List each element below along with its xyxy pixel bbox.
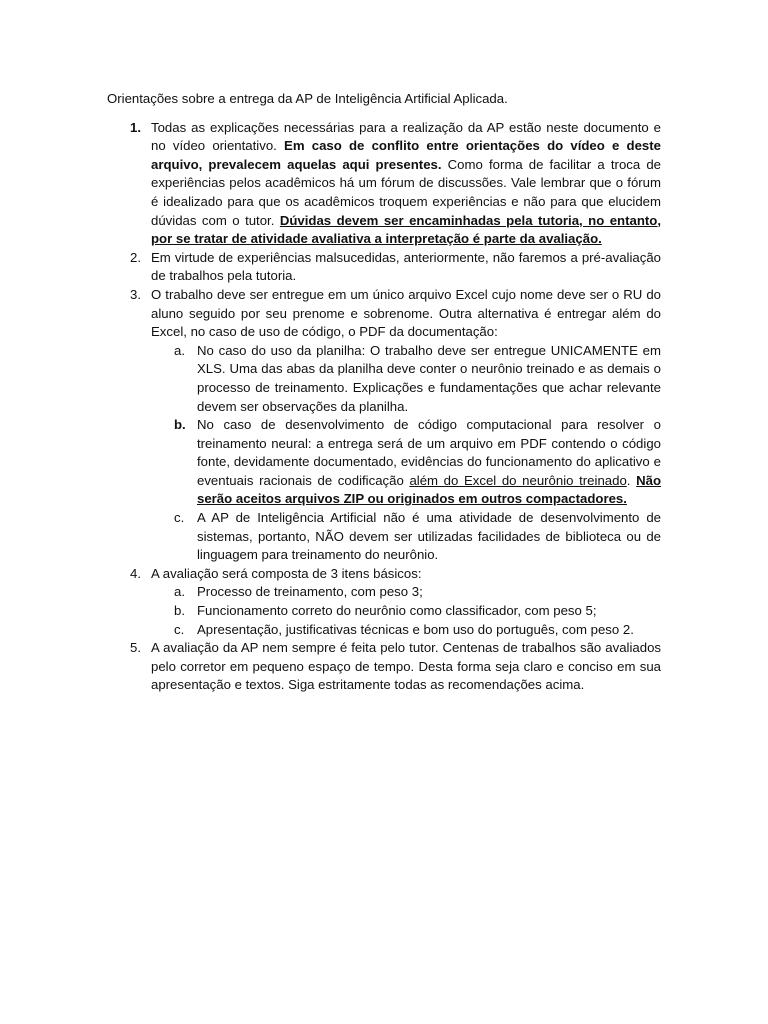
sub-item-text: . — [626, 472, 637, 488]
item-text: Em virtude de experiências malsucedidas, anteriormente, não faremos a pré-avaliação de trabalhos pela tutoria. — [151, 249, 661, 284]
item-text: A avaliação será composta de 3 itens básicos: — [151, 565, 422, 581]
document-page — [107, 90, 661, 695]
document-title: Orientações sobre a entrega da AP de Inteligência Artificial Aplicada. — [107, 91, 508, 106]
item-number: 3. — [130, 286, 141, 302]
sub-item-letter: b. — [174, 603, 185, 619]
sub-item-4c — [107, 621, 661, 640]
item-number: 5. — [130, 640, 141, 656]
list-item-4 — [107, 565, 661, 584]
sub-item-4b — [107, 602, 661, 621]
list-item-1 — [107, 119, 661, 249]
item-number: 1. — [130, 119, 141, 135]
sub-item-letter: b. — [174, 417, 186, 433]
sub-item-letter: a. — [174, 584, 185, 600]
sub-item-text: No caso de desenvolvimento de código computacional para resolver o treinamento neural: a entrega será de um arquivo em PDF contendo o código fonte, devidamente documentado, evidências do funcionamento do aplicativo e eventuais racionais de codificação — [197, 417, 661, 488]
sub-item-text: Processo de treinamento, com peso 3; — [197, 584, 423, 600]
sub-item-text: A AP de Inteligência Artificial não é uma atividade de desenvolvimento de sistemas, portanto, NÃO devem ser utilizadas facilidades de biblioteca ou de linguagem para treinamento do neurônio. — [197, 510, 661, 563]
sub-item-letter: c. — [174, 510, 185, 526]
sub-item-3b — [107, 416, 661, 509]
item-text: A avaliação da AP nem sempre é feita pelo tutor. Centenas de trabalhos são avaliados pelo corretor em pequeno espaço de tempo. Desta forma seja claro e conciso em sua apresentação e textos. Siga estritamente todas as recomendações acima. — [151, 640, 661, 693]
sub-item-text-underline: além do Excel do neurônio treinado — [409, 472, 627, 488]
item-text: Como forma de facilitar a troca de experiências pelos acadêmicos há um fórum de discussões. Vale lembrar que o fórum é idealizado para que os acadêmicos troquem experiências e não para que elucidem dúvidas com o tutor. — [151, 156, 661, 228]
sub-item-text: Funcionamento correto do neurônio como classificador, com peso 5; — [197, 603, 597, 619]
item-text-bold-underline: Dúvidas devem ser encaminhadas pela tutoria, no entanto, por se tratar de atividade avaliativa a interpretação é parte da avaliação. — [151, 212, 661, 247]
sub-item-letter: c. — [174, 621, 185, 637]
list-item-2 — [107, 249, 661, 286]
sub-item-text-bold-underline: Não serão aceitos arquivos ZIP ou originados em outros compactadores. — [197, 472, 662, 507]
list-item-5 — [107, 639, 661, 695]
item-text-bold: Em caso de conflito entre orientações do vídeo e deste arquivo, prevalecem aquelas aqui presentes. — [151, 138, 661, 172]
item-number: 4. — [130, 565, 141, 581]
sub-item-letter: a. — [174, 342, 185, 358]
sub-item-3a — [107, 342, 661, 416]
sub-item-text: Apresentação, justificativas técnicas e bom uso do português, com peso 2. — [197, 621, 634, 637]
item-text: Todas as explicações necessárias para a realização da AP estão neste documento e no vídeo orientativo. — [151, 119, 661, 154]
sub-item-text: No caso do uso da planilha: O trabalho deve ser entregue UNICAMENTE em XLS. Uma das abas da planilha deve conter o neurônio treinado e as demais o processo de treinamento. Explicações e fundamentações que achar relevante devem ser observações da planilha. — [197, 342, 661, 414]
sub-item-4a — [107, 583, 661, 602]
list-item-3 — [107, 286, 661, 342]
item-text: O trabalho deve ser entregue em um único arquivo Excel cujo nome deve ser o RU do aluno seguido por seu prenome e sobrenome. Outra alternativa é entregar além do Excel, no caso de uso de código, o PDF da documentação: — [151, 286, 661, 340]
item-number: 2. — [130, 249, 141, 265]
sub-item-3c — [107, 509, 661, 565]
